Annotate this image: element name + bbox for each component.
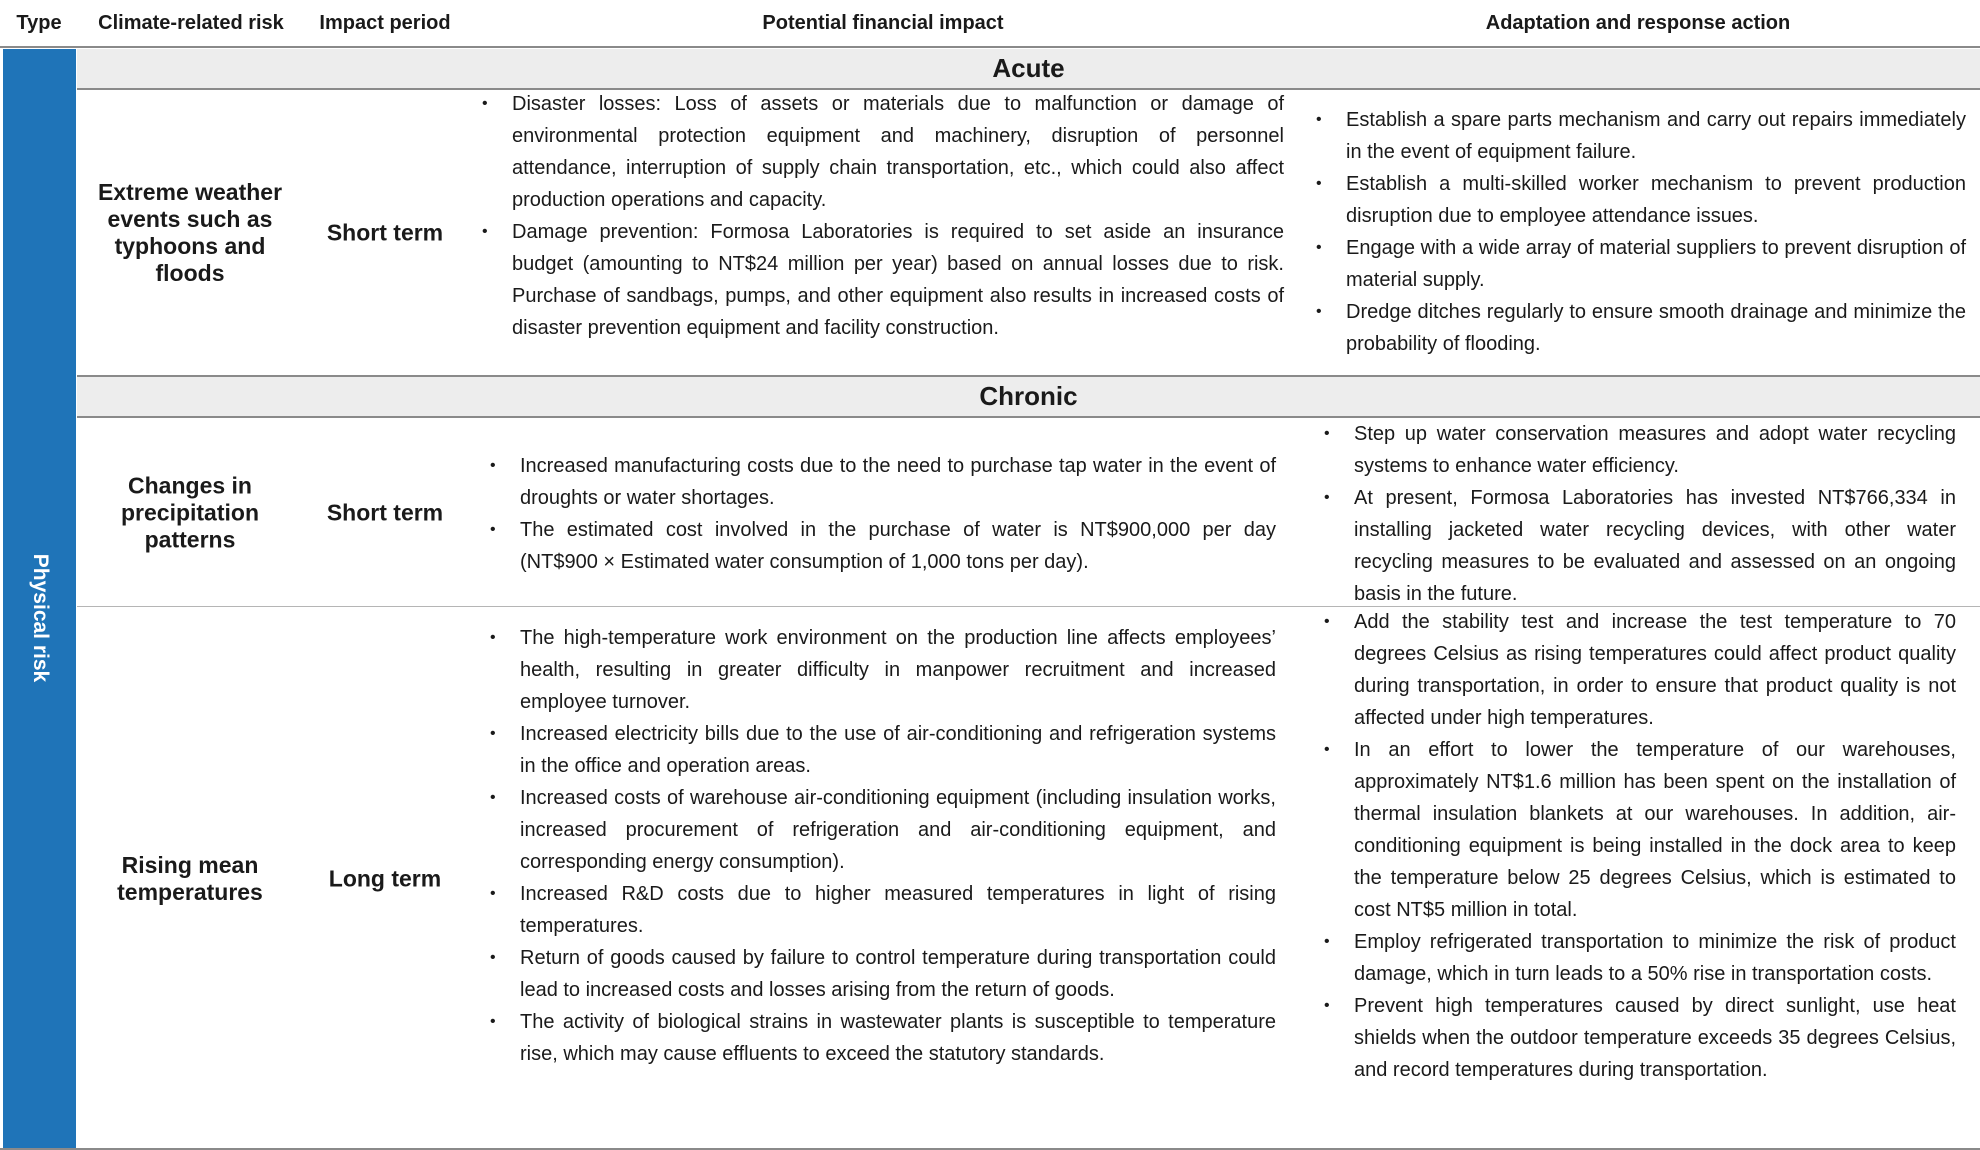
list-item: • The high-temperature work environment on the production line affects employees’ health, resulting in greater difficulty in manpower recruitment and increased employee turnover.	[486, 622, 1276, 718]
group-acute: Acute	[77, 49, 1980, 88]
list-item: • Increased manufacturing costs due to the need to purchase tap water in the event of droughts or water shortages.	[486, 450, 1276, 514]
list-item: • Increased electricity bills due to the use of air-conditioning and refrigeration systems in the office and operation areas.	[486, 718, 1276, 782]
action-list	[1320, 418, 1956, 610]
list-item: • In an effort to lower the temperature of our warehouses, approximately NT$1.6 million has been spent on the installation of thermal insulation blankets at our warehouses. In addition, air-conditioning equipment is being installed in the dock area to keep the temperature below 25 degrees Celsius, which is estimated to cost NT$5 million in total.	[1320, 734, 1956, 926]
risk-name: Rising mean temperatures	[117, 852, 263, 905]
list-item: • Damage prevention: Formosa Laboratories is required to set aside an insurance budget (amounting to NT$24 million per year) based on annual losses due to risk. Purchase of sandbags, pumps, and other equipment also results in increased costs of disaster prevention equipment and facility construction.	[478, 216, 1284, 344]
header-action: Adaptation and response action	[1485, 11, 1791, 34]
group-chronic: Chronic	[77, 377, 1980, 416]
list-item: • Establish a spare parts mechanism and carry out repairs immediately in the event of equipment failure.	[1312, 104, 1966, 168]
impact-list	[478, 88, 1284, 344]
list-item: • Add the stability test and increase the test temperature to 70 degrees Celsius as rising temperatures could affect product quality during transportation, in order to ensure that product quality is not affected under high temperatures.	[1320, 606, 1956, 734]
list-item: • At present, Formosa Laboratories has invested NT$766,334 in installing jacketed water recycling devices, with other water recycling measures to be evaluated and assessed on an ongoing basis in the future.	[1320, 482, 1956, 610]
impact-list	[486, 450, 1276, 578]
risk-name: Changes in precipitation patterns	[120, 472, 259, 553]
list-item: • Step up water conservation measures and adopt water recycling systems to enhance water efficiency.	[1320, 418, 1956, 482]
list-item: • The activity of biological strains in wastewater plants is susceptible to temperature rise, which may cause effluents to exceed the statutory standards.	[486, 1006, 1276, 1070]
list-item: • Dredge ditches regularly to ensure smooth drainage and minimize the probability of flooding.	[1312, 296, 1966, 360]
list-item: • The estimated cost involved in the purchase of water is NT$900,000 per day (NT$900 × Estimated water consumption of 1,000 tons per day).	[486, 514, 1276, 578]
list-item: • Prevent high temperatures caused by direct sunlight, use heat shields when the outdoor temperature exceeds 35 degrees Celsius, and record temperatures during transportation.	[1320, 990, 1956, 1086]
action-list	[1312, 104, 1966, 360]
header-divider	[0, 46, 1980, 48]
type-label: Physical risk	[29, 553, 52, 683]
list-item: • Engage with a wide array of material suppliers to prevent disruption of material supply.	[1312, 232, 1966, 296]
impact-period: Short term	[326, 499, 444, 526]
list-item: • Employ refrigerated transportation to minimize the risk of product damage, which in turn leads to a 50% rise in transportation costs.	[1320, 926, 1956, 990]
header-impact: Potential financial impact	[762, 11, 1004, 34]
impact-period: Short term	[326, 219, 444, 246]
list-item: • Increased costs of warehouse air-conditioning equipment (including insulation works, increased procurement of refrigeration and air-conditioning equipment, and corresponding energy consumption).	[486, 782, 1276, 878]
header-risk: Climate-related risk	[98, 11, 284, 34]
list-item: • Establish a multi-skilled worker mechanism to prevent production disruption due to employee attendance issues.	[1312, 168, 1966, 232]
risk-name: Extreme weather events such as typhoons and floods	[97, 179, 283, 286]
header-period: Impact period	[319, 11, 451, 34]
list-item: • Disaster losses: Loss of assets or materials due to malfunction or damage of environmental protection equipment and machinery, disruption of personnel attendance, interruption of supply chain transportation, etc., which could also affect production operations and capacity.	[478, 88, 1284, 216]
header-type: Type	[16, 11, 62, 34]
list-item: • Increased R&D costs due to higher measured temperatures in light of rising temperatures.	[486, 878, 1276, 942]
list-item: • Return of goods caused by failure to control temperature during transportation could lead to increased costs and losses arising from the return of goods.	[486, 942, 1276, 1006]
impact-period: Long term	[328, 865, 442, 892]
action-list	[1320, 606, 1956, 1086]
impact-list	[486, 622, 1276, 1070]
